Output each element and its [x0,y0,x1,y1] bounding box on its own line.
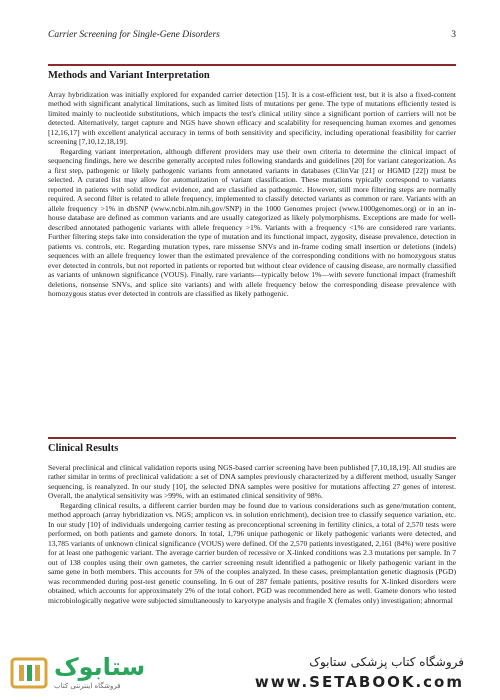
paragraph: Array hybridization was initially explored for expanded carrier detection [15]. It is a cost-efficient test, but it is also a fixed-content method with significant analytical limitations, such as limited lists of mutations per gene. The type of mutations efficiently tested is limited mainly to nucleotide substitutions, which impacts the test's clinical utility since a significant portion of carriers will not be detected. Alternatively, target capture and NGS have shown efficacy and scalability for resequencing human exomes and genomes [12,16,17] with excellent analytical accuracy in terms of both sensitivity and specificity, including operational feasibility for carrier screening [7,10,12,18,19]. [48,89,456,146]
section-body [48,463,456,606]
section-clinical-results [48,437,456,605]
book-logo-icon [10,655,50,691]
paragraph: Regarding clinical results, a different carrier burden may be found due to various considerations such as gene/mutation content, method approach (array hybridization vs. NGS; amplicon vs. in solution enrichment), decision tree to classify sequence variation, etc. In our study [10] of individuals undergoing carrier testing as preconceptional screening in fertility clinics, a total of 2,570 tests were performed, on both patients and gamete donors. In total, 1,796 unique pathogenic or likely pathogenic variants were detected, and 13,785 variants of unknown clinical significance (VOUS) were defined. Of the 2,570 patients investigated, 2,161 (84%) were positive for at least one pathogenic variant. The average carrier burden of recessive or X-linked conditions was 2.3 mutations per sample. In 7 out of 138 couples using their own gametes, the carrier screening result identified a pathogenic or likely pathogenic variant in the same gene in both members. This accounts for 5% of the couples analyzed. In these cases, preimplantation genetic diagnosis (PGD) was recommended during post-test genetic counseling. In 6 out of 287 female patients, positive results for X-linked disorders were obtained, which accounts for approximately 2% of the total cohort. PGD was recommended here as well. Gamete donors who tested microbiologically negative were subjected simultaneously to karyotype analysis and fragile X (females only) investigation; abnormal [48,500,456,605]
paragraph: Several preclinical and clinical validation reports using NGS-based carrier screening have been published [7,10,18,19]. All studies are rather similar in terms of preclinical validation: a set of DNA samples previously characterized by a different method, usually Sanger sequencing, is reanalyzed. In our study [10], the selected DNA samples were positive for mutations affecting 27 genes of interest. Overall, the analytical sensitivity was >99%, with an estimated clinical sensitivity of 98%. [48,462,456,500]
watermark-footer [0,651,500,700]
logo-text: ستابوک [54,653,146,681]
store-name: فروشگاه کتاب پزشکی ستابوک [309,655,464,669]
logo-subtitle: فروشگاه اینترنتی کتاب [54,682,121,690]
setabook-logo[interactable] [10,653,160,697]
store-info [255,655,464,691]
section-title: Clinical Results [48,442,119,454]
section-methods [48,64,456,299]
running-head [48,30,456,44]
running-head-title: Carrier Screening for Single-Gene Disorders [48,30,220,40]
store-url-link[interactable]: www.SETABOOK.com [254,673,464,691]
section-title: Methods and Variant Interpretation [48,69,210,81]
page-number: 3 [451,30,456,40]
section-body [48,90,456,299]
paragraph: Regarding variant interpretation, although different providers may use their own criteria to determine the clinical impact of sequencing findings, here we describe generally accepted rules following standards and guidelines [20] for variant categorization. As a first step, pathogenic or likely pathogenic variants from annotated variants in databases (ClinVar [21] or HGMD [22]) must be selected. A curated list may allow for automatization of variant classification. These mutations typically correspond to variants reported in patients with solid medical evidence, and are classified as pathogenic. However, still more filtering steps are normally required. A second filter is related to allele frequency, implemented to classify detected variants as common or rare. Variants with an allele frequency >1% in dbSNP (www.ncbi.nlm.nih.gov/SNP) in the 1000 Genomes project (www.1000genomes.org) or in an in-house database are defined as common variants and are usually categorized as likely polymorphisms. Exceptions are made for well-described annotated pathogenic variants with allele frequency >1%. Variants with a frequency <1% are considered rare variants. Further filtering steps take into consideration the type of mutation and its functional impact, zygosity, disease prevalence, detection in patients vs. controls, etc. Regarding mutation types, rare missense SNVs and in-frame coding small insertion or deletions (indels) sequences with an allele frequency lower than the estimated prevalence of the corresponding conditions with no homozygous status ever detected in controls, but not reported in patients or reported but without clear evidence of causing disease, are normally classified as variants of unknown significance (VOUS). Finally, rare variants—typically below 1%—with severe functional impact (frameshift deletions, nonsense SNVs, and splice site variants) and with allele frequency below the corresponding disease prevalence with homozygous status ever detected in controls are classified as likely pathogenic. [48,146,456,298]
